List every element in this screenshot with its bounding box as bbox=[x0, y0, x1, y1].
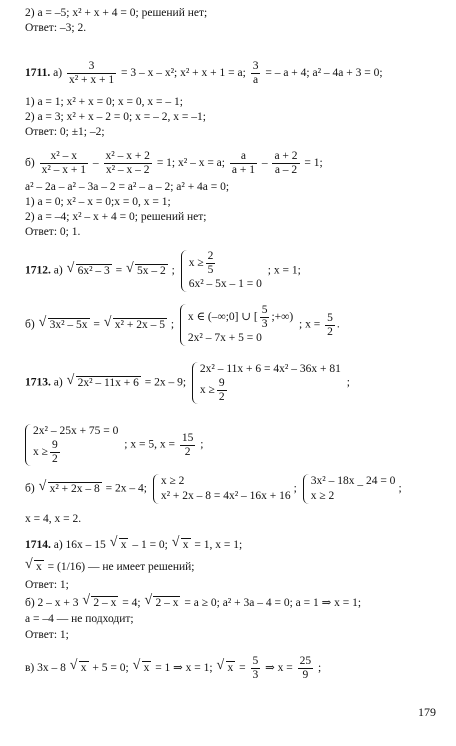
punctuation: . bbox=[336, 318, 340, 331]
text-line: a = –4 — не подходит; bbox=[25, 613, 134, 625]
text-line: a² – 2a – a² – 3a – 2 = a² – a – 2; a² + 4a = 0; bbox=[25, 181, 230, 193]
answer-line: Ответ: 1; bbox=[25, 629, 69, 641]
problem-1713-b bbox=[25, 474, 402, 504]
equation-system: x ≥ $\frac{2}{5}$ 6x² – 5x – 1 = 0 bbox=[181, 250, 262, 292]
equation-text: – 1 = 0; bbox=[132, 539, 168, 551]
problem-1714-a bbox=[25, 538, 242, 552]
equation-text: + 5 = 0; bbox=[92, 662, 129, 675]
sqrt-expression: √ x bbox=[172, 538, 191, 552]
operator: = bbox=[115, 264, 123, 277]
sqrt-expression: √ 6x² – 3 bbox=[67, 264, 112, 278]
part-label: б) bbox=[25, 318, 35, 331]
equation-text: = 2x – 4; bbox=[105, 482, 147, 495]
text-line: √ x = (1/16) — не имеет решений; bbox=[25, 560, 195, 574]
problem-1714-c bbox=[25, 655, 321, 682]
equation-text: б) 2 – x + 3 bbox=[25, 597, 79, 609]
equation-text: = – a + 4; a² – 4a + 3 = 0; bbox=[265, 67, 383, 80]
problem-number: 1713. bbox=[25, 376, 51, 389]
equation-text: = 1 ⇒ x = 1; bbox=[155, 662, 213, 675]
answer-line: Ответ: 1; bbox=[25, 579, 69, 591]
equation-text: а) 16x – 15 bbox=[53, 539, 106, 551]
operator: – bbox=[92, 157, 99, 170]
fraction: $\frac{25}{9}$ bbox=[299, 655, 312, 681]
text-line: 1) a = 0; x² – x = 0;x = 0, x = 1; bbox=[25, 196, 171, 208]
text-line: 2) a = 3; x² + x – 2 = 0; x = – 2, x = –1; bbox=[25, 111, 206, 123]
punctuation: ; bbox=[170, 318, 175, 331]
fraction: $\frac{\text{x² – x}}{\text{x² – x + 1}}$ bbox=[41, 150, 86, 176]
sqrt-expression: √ 3x² – 5x bbox=[39, 318, 90, 332]
fraction: $\frac{5}{2}$ bbox=[327, 311, 333, 338]
sqrt-expression: √ x bbox=[110, 538, 129, 552]
equation-text: в) 3x – 8 bbox=[25, 662, 66, 675]
problem-number: 1712. bbox=[25, 264, 51, 277]
text-line: 1) a = 1; x² + x = 0; x = 0, x = – 1; bbox=[25, 96, 183, 108]
problem-1713-cont bbox=[25, 424, 203, 466]
page-number: 179 bbox=[418, 705, 436, 719]
part-label: б) bbox=[25, 157, 35, 170]
text-line: 2) a = –4; x² – x + 4 = 0; решений нет; bbox=[25, 211, 207, 223]
punctuation: ; bbox=[200, 438, 204, 451]
sqrt-expression: √ 2x² – 11x + 6 bbox=[67, 376, 141, 390]
equation-system: 3x² – 18x _ 24 = 0 x ≥ 2 bbox=[303, 474, 396, 504]
problem-1711-b bbox=[25, 150, 323, 177]
sqrt-expression: √ x² + 2x – 5 bbox=[104, 318, 167, 332]
equation-system: 2x² – 25x + 75 = 0 x ≥ $\frac{9}{2}$ bbox=[25, 424, 118, 466]
sqrt-expression: √ x bbox=[217, 661, 236, 675]
sqrt-expression: √ x bbox=[25, 560, 44, 574]
equation-text: = a ≥ 0; a² + 3a – 4 = 0; a = 1 ⇒ x = 1; bbox=[184, 597, 362, 609]
punctuation: ; bbox=[398, 482, 402, 495]
part-label: а) bbox=[53, 67, 63, 80]
answer-line: Ответ: 0; 1. bbox=[25, 226, 81, 238]
fraction: $\frac{5}{3}$ bbox=[252, 655, 259, 681]
equation-system: 2x² – 11x + 6 = 4x² – 36x + 81 x ≥ $\frac{9}{2}$ bbox=[192, 362, 341, 404]
punctuation: ; bbox=[293, 482, 297, 495]
problem-1712-b bbox=[25, 304, 340, 346]
fraction: $\frac{15}{2}$ bbox=[181, 431, 194, 458]
answer-line: Ответ: –3; 2. bbox=[25, 22, 87, 34]
sqrt-expression: √ 2 – x bbox=[144, 596, 180, 610]
part-label: а) bbox=[53, 376, 63, 389]
part-label: б) bbox=[25, 482, 35, 495]
problem-1712-a bbox=[25, 250, 301, 292]
problem-number: 1714. bbox=[25, 539, 51, 551]
sqrt-expression: √ x² + 2x – 8 bbox=[39, 482, 102, 496]
punctuation: ; bbox=[346, 376, 350, 389]
answer-line: Ответ: 0; ±1; –2; bbox=[25, 126, 105, 138]
operator: – bbox=[261, 157, 268, 170]
sqrt-expression: √ x bbox=[70, 661, 89, 675]
fraction: $\frac{3}{\text{x² + x + 1}}$ bbox=[68, 60, 115, 86]
sqrt-expression: √ x bbox=[133, 661, 152, 675]
fraction: $\frac{3}{a}$ bbox=[252, 60, 259, 86]
sqrt-expression: √ 2 – x bbox=[82, 596, 118, 610]
equation-system: x ∈ (–∞;0] ∪ [ $\frac{5}{3}$ ;+∞) 2x² – 7x + 5 = 0 bbox=[180, 304, 293, 346]
operator: = bbox=[93, 318, 100, 331]
text-line: 2) a = –5; x² + x + 4 = 0; решений нет; bbox=[25, 7, 208, 19]
operator: = bbox=[239, 662, 246, 675]
problem-number: 1711. bbox=[25, 67, 51, 80]
problem-1713-a bbox=[25, 362, 350, 404]
equation-text: = 4; bbox=[122, 597, 141, 609]
equation-text: = 3 – x – x²; x² + x + 1 = a; bbox=[120, 67, 246, 80]
result-text: ; x = bbox=[299, 318, 321, 331]
equation-text: = 1, x = 1; bbox=[194, 539, 243, 551]
fraction: $\frac{a}{a + 1}$ bbox=[231, 150, 255, 176]
equation-text: = 1; x² – x = a; bbox=[156, 157, 225, 170]
result-text: ; x = 5, x = bbox=[124, 438, 175, 451]
equation-text: = 1; bbox=[304, 157, 323, 170]
punctuation: ; bbox=[171, 264, 175, 277]
equation-system: x ≥ 2 x² + 2x – 8 = 4x² – 16x + 16 bbox=[153, 474, 291, 504]
problem-1711-a bbox=[25, 60, 383, 87]
fraction: $\frac{\text{x² – x + 2}}{\text{x² – x – 2}}$ bbox=[105, 150, 150, 176]
result-text: ; x = 1; bbox=[267, 264, 301, 277]
punctuation: ; bbox=[318, 662, 322, 675]
equation-text: = 2x – 9; bbox=[144, 376, 187, 389]
fraction: $\frac{a + 2}{a - 2}$ bbox=[274, 150, 298, 176]
problem-1714-b bbox=[25, 596, 361, 610]
part-label: а) bbox=[53, 264, 63, 277]
result-line: x = 4, x = 2. bbox=[25, 513, 82, 525]
sqrt-expression: √ 5x – 2 bbox=[126, 264, 168, 278]
equation-text: ⇒ x = bbox=[265, 662, 293, 675]
